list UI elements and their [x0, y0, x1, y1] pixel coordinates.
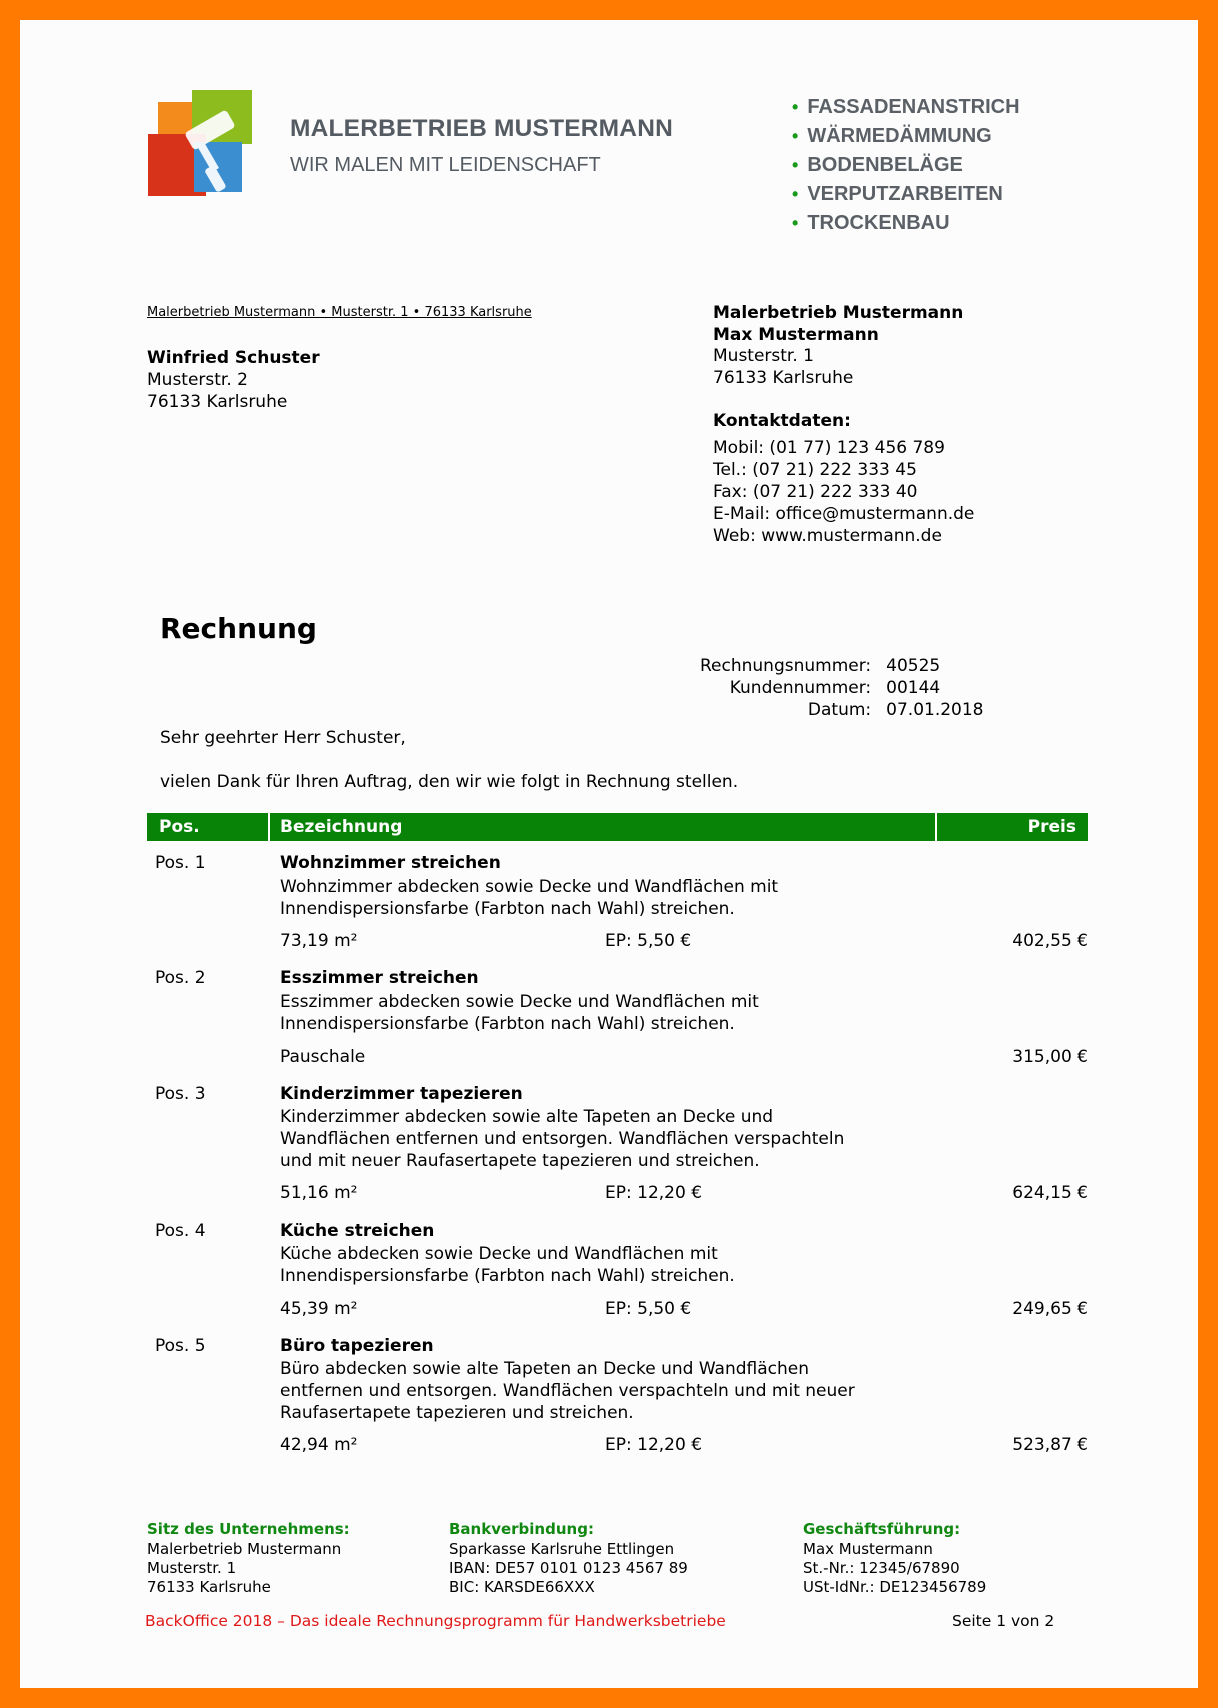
item-quantity: 45,39 m² [280, 1299, 358, 1319]
item-price: 249,65 € [1012, 1299, 1088, 1319]
item-unit-price: EP: 12,20 € [605, 1435, 703, 1455]
item-price: 523,87 € [1012, 1435, 1088, 1455]
contact-email: E-Mail: office@mustermann.de [713, 504, 975, 524]
greeting: Sehr geehrter Herr Schuster, [160, 728, 406, 748]
footer-seat-heading: Sitz des Unternehmens: [147, 1520, 350, 1538]
customer-number: 00144 [886, 678, 941, 698]
item-price: 624,15 € [1012, 1183, 1088, 1203]
item-quantity: 42,94 m² [280, 1435, 358, 1455]
contact-web: Web: www.mustermann.de [713, 526, 942, 546]
company-owner: Max Mustermann [713, 324, 879, 345]
service-item: • WÄRMEDÄMMUNG [792, 125, 992, 147]
invoice-page [20, 20, 1198, 1688]
footer-seat: Sitz des Unternehmens: Malerbetrieb Mustermann Musterstr. 1 76133 Karlsruhe [147, 1520, 350, 1596]
invoice-date: 07.01.2018 [886, 700, 984, 720]
promo-text: BackOffice 2018 – Das ideale Rechnungsprogramm für Handwerksbetriebe [145, 1612, 726, 1630]
sender-line: Malerbetrieb Mustermann • Musterstr. 1 • 76133 Karlsruhe [147, 305, 532, 320]
item-unit-price: EP: 12,20 € [605, 1183, 703, 1203]
item-pos: Pos. 2 [155, 968, 206, 988]
item-description: Wohnzimmer abdecken sowie Decke und Wandflächen mit Innendispersionsfarbe (Farbton nach Wahl) streichen. [280, 877, 779, 919]
intro-text: vielen Dank für Ihren Auftrag, den wir wie folgt in Rechnung stellen. [160, 772, 739, 792]
bullet-icon: • [792, 184, 799, 204]
item-quantity: 73,19 m² [280, 931, 358, 951]
item-price: 402,55 € [1012, 931, 1088, 951]
invoice-meta [700, 655, 984, 721]
item-pos: Pos. 1 [155, 853, 206, 873]
footer-mgmt-heading: Geschäftsführung: [803, 1520, 961, 1538]
item-description: Esszimmer abdecken sowie Decke und Wandflächen mit Innendispersionsfarbe (Farbton nach Wahl) streichen. [280, 992, 759, 1034]
table-header [147, 813, 1088, 841]
logo-title: MALERBETRIEB MUSTERMANN [290, 115, 673, 142]
bullet-icon: • [792, 97, 799, 117]
footer-management: Geschäftsführung: Max Mustermann St.-Nr.: 12345/67890 USt-IdNr.: DE123456789 [803, 1520, 987, 1596]
item-unit-price: EP: 5,50 € [605, 1299, 692, 1319]
item-description: Büro abdecken sowie alte Tapeten an Decke und Wandflächen entfernen und entsorgen. Wandflächen verspachteln und mit neuer Raufasertapete tapezieren und streichen. [280, 1359, 855, 1423]
item-quantity: Pauschale [280, 1047, 366, 1067]
invoice-title: Rechnung [160, 612, 317, 645]
bullet-icon: • [792, 155, 799, 175]
item-title: Küche streichen [280, 1221, 435, 1241]
contact-fax: Fax: (07 21) 222 333 40 [713, 482, 918, 502]
recipient-city: 76133 Karlsruhe [147, 392, 288, 412]
footer-bank-heading: Bankverbindung: [449, 1520, 594, 1538]
invoice-number-label: Rechnungsnummer: [700, 656, 872, 676]
recipient-address [147, 347, 320, 413]
company-city: 76133 Karlsruhe [713, 367, 854, 388]
item-title: Kinderzimmer tapezieren [280, 1084, 523, 1104]
date-label: Datum: [807, 700, 872, 720]
contact-heading: Kontaktdaten: [713, 411, 851, 431]
bullet-icon: • [792, 213, 799, 233]
col-price-header: Preis [1027, 817, 1076, 837]
service-item: • BODENBELÄGE [792, 154, 963, 176]
item-description: Kinderzimmer abdecken sowie alte Tapeten an Decke und Wandflächen entfernen und entsorgen. Wandflächen verspachteln und mit neuer Raufasertapete tapezieren und streichen. [280, 1107, 845, 1171]
item-title: Wohnzimmer streichen [280, 853, 501, 873]
item-quantity: 51,16 m² [280, 1183, 358, 1203]
item-pos: Pos. 4 [155, 1221, 206, 1241]
service-item: • FASSADENANSTRICH [792, 96, 1020, 118]
service-item: • VERPUTZARBEITEN [792, 183, 1003, 205]
bullet-icon: • [792, 126, 799, 146]
item-unit-price: EP: 5,50 € [605, 931, 692, 951]
col-pos-header: Pos. [159, 817, 200, 837]
contact-tel: Tel.: (07 21) 222 333 45 [713, 460, 917, 480]
customer-number-label: Kundennummer: [729, 678, 872, 698]
logo-subtitle: WIR MALEN MIT LEIDENSCHAFT [290, 154, 601, 176]
company-logo [148, 90, 258, 200]
recipient-name: Winfried Schuster [147, 348, 320, 368]
invoice-number: 40525 [886, 656, 941, 676]
service-item: • TROCKENBAU [792, 212, 950, 234]
item-title: Esszimmer streichen [280, 968, 479, 988]
footer-bank: Bankverbindung: Sparkasse Karlsruhe Ettlingen IBAN: DE57 0101 0123 4567 89 BIC: KARSDE66XXX [449, 1520, 688, 1596]
recipient-street: Musterstr. 2 [147, 370, 248, 390]
company-street: Musterstr. 1 [713, 346, 814, 366]
contact-details [713, 437, 974, 547]
contact-mobile: Mobil: (01 77) 123 456 789 [713, 438, 945, 458]
company-name: Malerbetrieb Mustermann [713, 303, 964, 323]
company-address [713, 303, 963, 389]
item-pos: Pos. 3 [155, 1084, 206, 1104]
item-pos: Pos. 5 [155, 1336, 206, 1356]
page-number: Seite 1 von 2 [952, 1612, 1055, 1630]
item-description: Küche abdecken sowie Decke und Wandflächen mit Innendispersionsfarbe (Farbton nach Wahl) streichen. [280, 1244, 735, 1286]
services-list [792, 93, 1020, 238]
item-price: 315,00 € [1012, 1047, 1088, 1067]
item-title: Büro tapezieren [280, 1336, 434, 1356]
col-desc-header: Bezeichnung [280, 817, 403, 837]
